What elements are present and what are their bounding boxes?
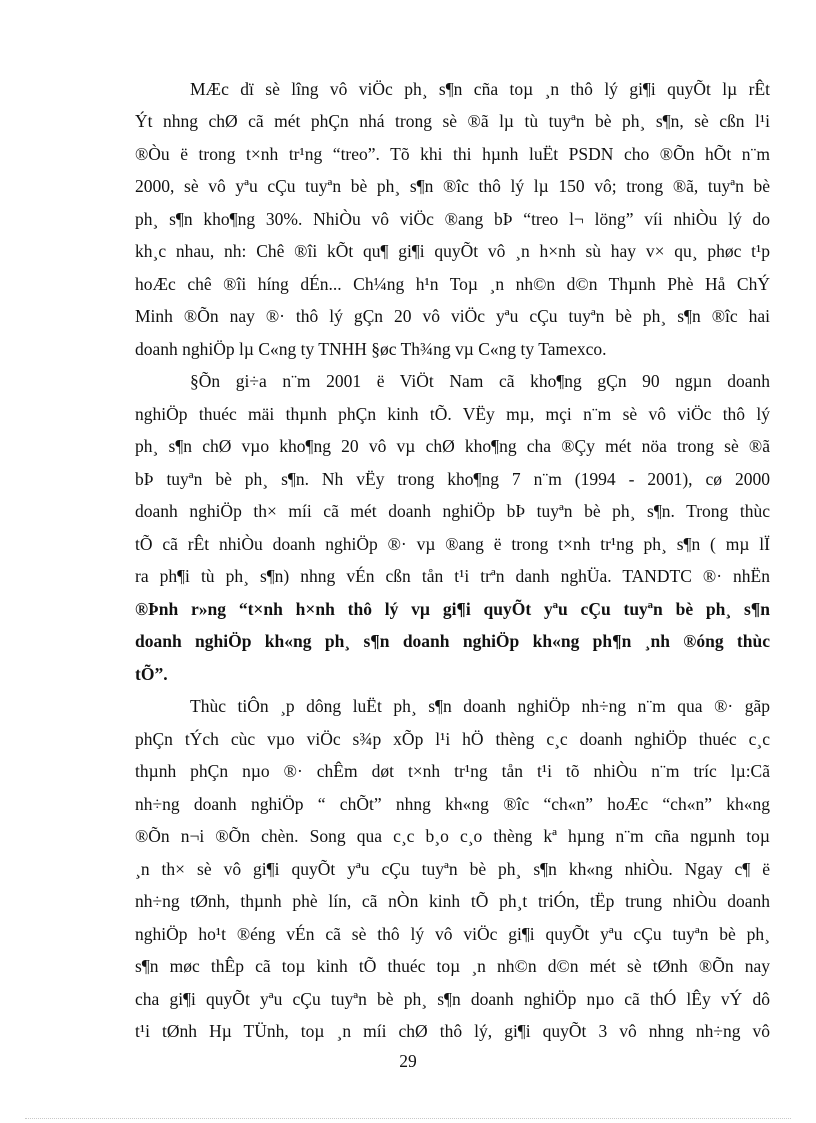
text-line: thµnh phÇn nµo ®· chÊm døt t×nh tr¹ng tån t¹i tõ nhiÒu n¨m tríc lµ:Cã bbox=[135, 761, 770, 781]
text-line: §Õn gi÷a n¨m 2001 ë ViÖt Nam cã kho¶ng gÇn 90 ngµn doanh bbox=[190, 371, 770, 391]
text-line: Thùc tiÔn ¸p dông luËt ph¸ s¶n doanh nghiÖp nh÷ng n¨m qua ®· gãp bbox=[190, 696, 770, 716]
text-line: doanh nghiÖp lµ C«ng ty TNHH §øc Th¾ng vµ C«ng ty Tamexco. bbox=[135, 339, 607, 359]
text-line: ra ph¶i tù ph¸ s¶n) nhng vÉn cßn tån t¹i trªn danh nghÜa. TANDTC ®· nhËn bbox=[135, 566, 770, 586]
text-line: MÆc dï sè lîng vô viÖc ph¸ s¶n cña toµ ¸n thô lý gi¶i quyÕt lµ rÊt bbox=[190, 79, 770, 99]
text-line: nh÷ng tØnh, thµnh phè lín, cã nÒn kinh tÕ ph¸t triÓn, tËp trung nhiÒu doanh bbox=[135, 891, 770, 911]
text-line: ph¸ s¶n chØ vµo kho¶ng 20 vô vµ chØ kho¶ng cha ®Çy mét nöa trong sè ®ã bbox=[135, 436, 770, 456]
text-line: doanh nghiÖp th× míi cã mét doanh nghiÖp bÞ tuyªn bè ph¸ s¶n. Trong thùc bbox=[135, 501, 770, 521]
text-line: nghiÖp ho¹t ®éng vÉn cã sè thô lý vô viÖc gi¶i quyÕt yªu cÇu tuyªn bè ph¸ bbox=[135, 924, 770, 944]
text-line: bÞ tuyªn bè ph¸ s¶n. Nh vËy trong kho¶ng 7 n¨m (1994 - 2001), cø 2000 bbox=[135, 469, 770, 489]
text-line: ®Òu ë trong t×nh tr¹ng “treo”. Tõ khi thi hµnh luËt PSDN cho ®Õn hÕt n¨m bbox=[135, 144, 770, 164]
text-line: t¹i tØnh Hµ TÜnh, toµ ¸n míi chØ thô lý, gi¶i quyÕt 3 vô nhng nh÷ng vô bbox=[135, 1021, 770, 1041]
text-line: cha gi¶i quyÕt yªu cÇu tuyªn bè ph¸ s¶n doanh nghiÖp nµo cã thÓ lÊy vÝ dô bbox=[135, 989, 770, 1009]
text-line-emphasis: ®Þnh r»ng “t×nh h×nh thô lý vµ gi¶i quyÕt yªu cÇu tuyªn bè ph¸ s¶n bbox=[135, 599, 770, 619]
text-line-emphasis: tÕ”. bbox=[135, 664, 168, 684]
text-line: ¸n th× sè vô gi¶i quyÕt yªu cÇu tuyªn bè ph¸ s¶n kh«ng nhiÒu. Ngay c¶ ë bbox=[135, 859, 770, 879]
text-line: Ýt nhng chØ cã mét phÇn nhá trong sè ®ã lµ tù tuyªn bè ph¸ s¶n, sè cßn l¹i bbox=[135, 111, 770, 131]
text-line: 2000, sè vô yªu cÇu tuyªn bè ph¸ s¶n ®îc thô lý lµ 150 vô; trong ®ã, tuyªn bè bbox=[135, 176, 770, 196]
page-edge-divider bbox=[25, 1118, 791, 1119]
text-line: kh¸c nhau, nh: Chê ®îi kÕt qu¶ gi¶i quyÕt vô ¸n h×nh sù hay v× qu¸ phøc t¹p bbox=[135, 241, 770, 261]
page-number: 29 bbox=[399, 1051, 417, 1071]
text-line: hoÆc chê ®îi híng dÉn... Ch¼ng h¹n Toµ ¸n nh©n d©n Thµnh Phè Hå ChÝ bbox=[135, 274, 770, 294]
text-line: Minh ®Õn nay ®· thô lý gÇn 20 vô viÖc yªu cÇu tuyªn bè ph¸ s¶n ®îc hai bbox=[135, 306, 770, 326]
text-line: tÕ cã rÊt nhiÒu doanh nghiÖp ®· vµ ®ang ë trong t×nh tr¹ng ph¸ s¶n ( mµ lÏ bbox=[135, 534, 770, 554]
text-line: nghiÖp thuéc mäi thµnh phÇn kinh tÕ. VËy mµ, mçi n¨m sè vô viÖc thô lý bbox=[135, 404, 770, 424]
text-line: ®Õn n¬i ®Õn chèn. Song qua c¸c b¸o c¸o thèng kª hµng n¨m cña ngµnh toµ bbox=[135, 826, 770, 846]
text-line: phÇn tÝch cùc vµo viÖc s¾p xÕp l¹i hÖ thèng c¸c doanh nghiÖp thuéc c¸c bbox=[135, 729, 770, 749]
text-line: ph¸ s¶n kho¶ng 30%. NhiÒu vô viÖc ®ang bÞ “treo l¬ löng” víi nhiÒu lý do bbox=[135, 209, 770, 229]
text-line: s¶n møc thÊp cã toµ kinh tÕ thuéc toµ ¸n nh©n d©n mét sè tØnh ®Õn nay bbox=[135, 956, 770, 976]
text-line-emphasis: doanh nghiÖp kh«ng ph¸ s¶n doanh nghiÖp kh«ng ph¶n ¸nh ®óng thùc bbox=[135, 631, 770, 651]
text-line: nh÷ng doanh nghiÖp “ chÕt” nhng kh«ng ®îc “ch«n” hoÆc “ch«n” kh«ng bbox=[135, 794, 770, 814]
